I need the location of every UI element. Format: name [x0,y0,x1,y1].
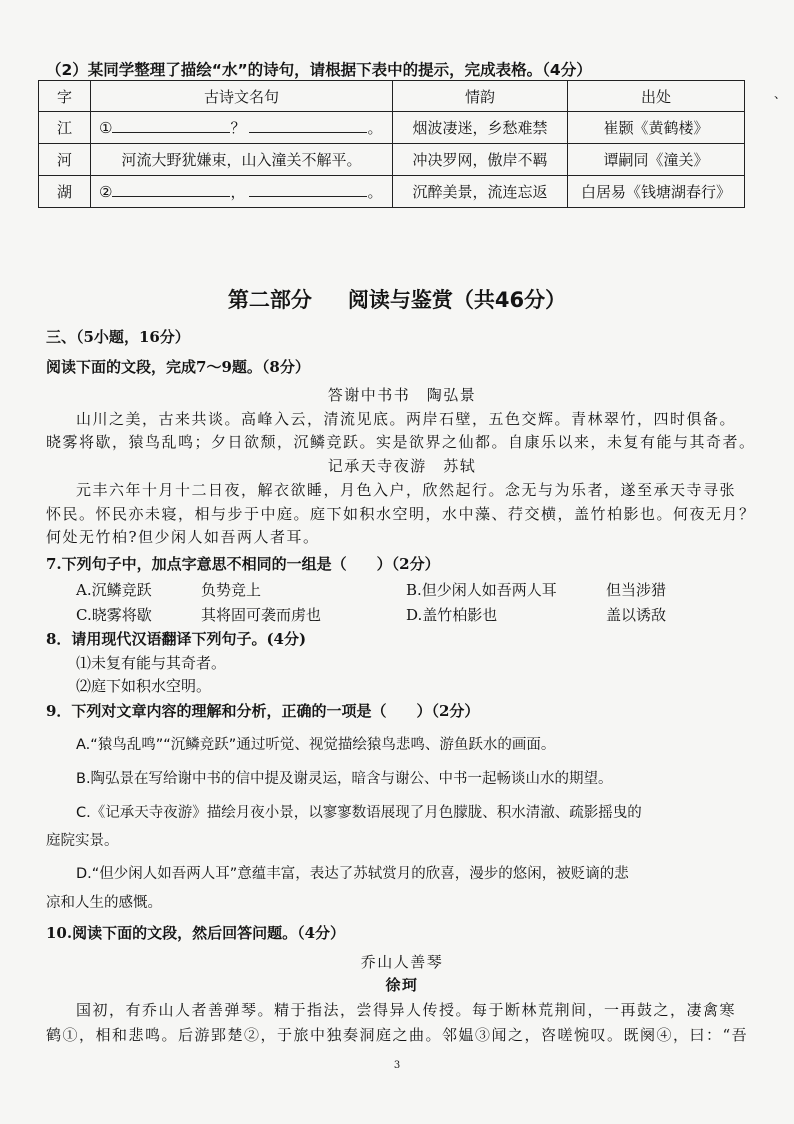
q7-option-c[interactable]: C.晓雾将歇 [76,606,152,624]
q9-option-c-cont: 庭院实景。 [46,833,119,849]
corner-mark: 、 [774,87,787,101]
q8-sentence: ⑵庭下如积水空明。 [76,677,212,695]
punct: ， [230,183,246,201]
row-char: 湖 [39,176,91,208]
q9-option-d[interactable]: D.“但少闲人如吾两人耳”意蕴丰富，表达了苏轼赏月的欣喜，漫步的悠闲，被贬谪的悲 [76,866,629,882]
answer-blank[interactable] [249,118,367,133]
q7-option-d[interactable]: D.盖竹柏影也 [406,606,498,624]
q9-option-a[interactable]: A.“猿鸟乱鸣”“沉鳞竞跃”通过听觉、视觉描绘猿鸟悲鸣、游鱼跃水的画面。 [76,737,556,753]
q10-title: 乔山人善琴 [360,953,444,971]
source-cell: 谭嗣同《潼关》 [568,144,745,176]
answer-blank[interactable] [249,182,367,197]
q7-option-c-pair: 其将固可袭而虏也 [201,606,322,624]
q9-option-d-cont: 凉和人生的感慨。 [46,895,162,911]
q8-sentence: ⑴未复有能与其奇者。 [76,654,227,672]
mood-cell: 沉醉美景，流连忘返 [393,176,568,208]
table-header-row [39,81,745,112]
q9-option-c[interactable]: C.《记承天寺夜游》描绘月夜小景，以寥寥数语展现了月色朦胧、积水清澈、疏影摇曳的 [76,805,642,821]
text2-title: 记承天寺夜游 苏轼 [327,457,477,475]
mood-cell: 烟波凄迷，乡愁难禁 [393,112,568,144]
q10-line: 鹤①，相和悲鸣。后游郢楚②，于旅中独奏洞庭之曲。邻媪③闻之，咨嗟惋叹。既阕④，曰：“吾 [46,1026,749,1044]
source-cell: 白居易《钱塘湖春行》 [568,176,745,208]
verse-cell [91,112,393,144]
q2-header: （2）某同学整理了描绘“水”的诗句，请根据下表中的提示，完成表格。（4分） [46,61,592,79]
text1-line: 山川之美，古来共谈。高峰入云，清流见底。两岸石壁，五色交辉。青林翠竹，四时俱备。 [76,410,737,428]
answer-blank[interactable] [112,182,230,197]
q7-option-b-pair: 但当涉猎 [606,581,667,599]
row-char: 河 [39,144,91,176]
reading-intro: 阅读下面的文段，完成7～9题。（8分） [46,358,310,376]
q8-stem: 8．请用现代汉语翻译下列句子。(4分) [46,630,307,648]
q7-option-a[interactable]: A.沉鳞竞跃 [76,581,152,599]
punct: 。 [367,183,383,201]
q10-line: 国初，有乔山人者善弹琴。精于指法，尝得异人传授。每于断林荒荆间，一再鼓之，凄禽寒 [76,1001,737,1019]
column-header: 情韵 [393,81,568,112]
table-row [39,176,745,208]
source-cell: 崔颢《黄鹤楼》 [568,112,745,144]
punct: ？ [230,119,246,137]
column-header: 出处 [568,81,745,112]
poem-table [38,80,745,208]
q9-stem: 9．下列对文章内容的理解和分析，正确的一项是（ ）（2分） [46,702,480,720]
column-header: 古诗文名句 [91,81,393,112]
text2-line: 何处无竹柏?但少闲人如吾两人者耳。 [46,528,320,546]
q7-option-a-pair: 负势竞上 [201,581,262,599]
q10-author: 徐珂 [385,976,419,994]
q9-option-b[interactable]: B.陶弘景在写给谢中书的信中提及谢灵运，暗含与谢公、中书一起畅谈山水的期望。 [76,771,613,787]
text1-title: 答谢中书书 陶弘景 [327,386,477,404]
answer-blank[interactable] [112,118,230,133]
verse-cell: 河流大野犹嫌束，山入潼关不解平。 [91,144,393,176]
mood-cell: 冲决罗网，傲岸不羁 [393,144,568,176]
part-title: 第二部分 阅读与鉴赏（共46分） [227,288,567,312]
text2-line: 元丰六年十月十二日夜，解衣欲睡，月色入户，欣然起行。念无与为乐者，遂至承天寺寻张 [76,481,737,499]
text2-line: 怀民。怀民亦未寝，相与步于中庭。庭下如积水空明，水中藻、荇交横，盖竹柏影也。何夜无月？ [46,505,756,523]
q10-stem: 10.阅读下面的文段，然后回答问题。（4分） [46,924,346,942]
blank-number: ① [99,119,113,137]
page-number: 3 [393,1060,401,1071]
row-char: 江 [39,112,91,144]
blank-number: ② [99,183,113,201]
section-heading: 三、（5小题，16分） [46,328,190,346]
punct: 。 [367,119,383,137]
column-header: 字 [39,81,91,112]
table-row [39,144,745,176]
q7-option-b[interactable]: B.但少闲人如吾两人耳 [406,581,557,599]
q7-option-d-pair: 盖以诱敌 [606,606,667,624]
table-row [39,112,745,144]
verse-cell [91,176,393,208]
q7-stem: 7.下列句子中，加点字意思不相同的一组是（ ）（2分） [46,555,440,573]
text1-line: 晓雾将歇，猿鸟乱鸣；夕日欲颓，沉鳞竞跃。实是欲界之仙都。自康乐以来，未复有能与其奇者。 [46,433,756,451]
